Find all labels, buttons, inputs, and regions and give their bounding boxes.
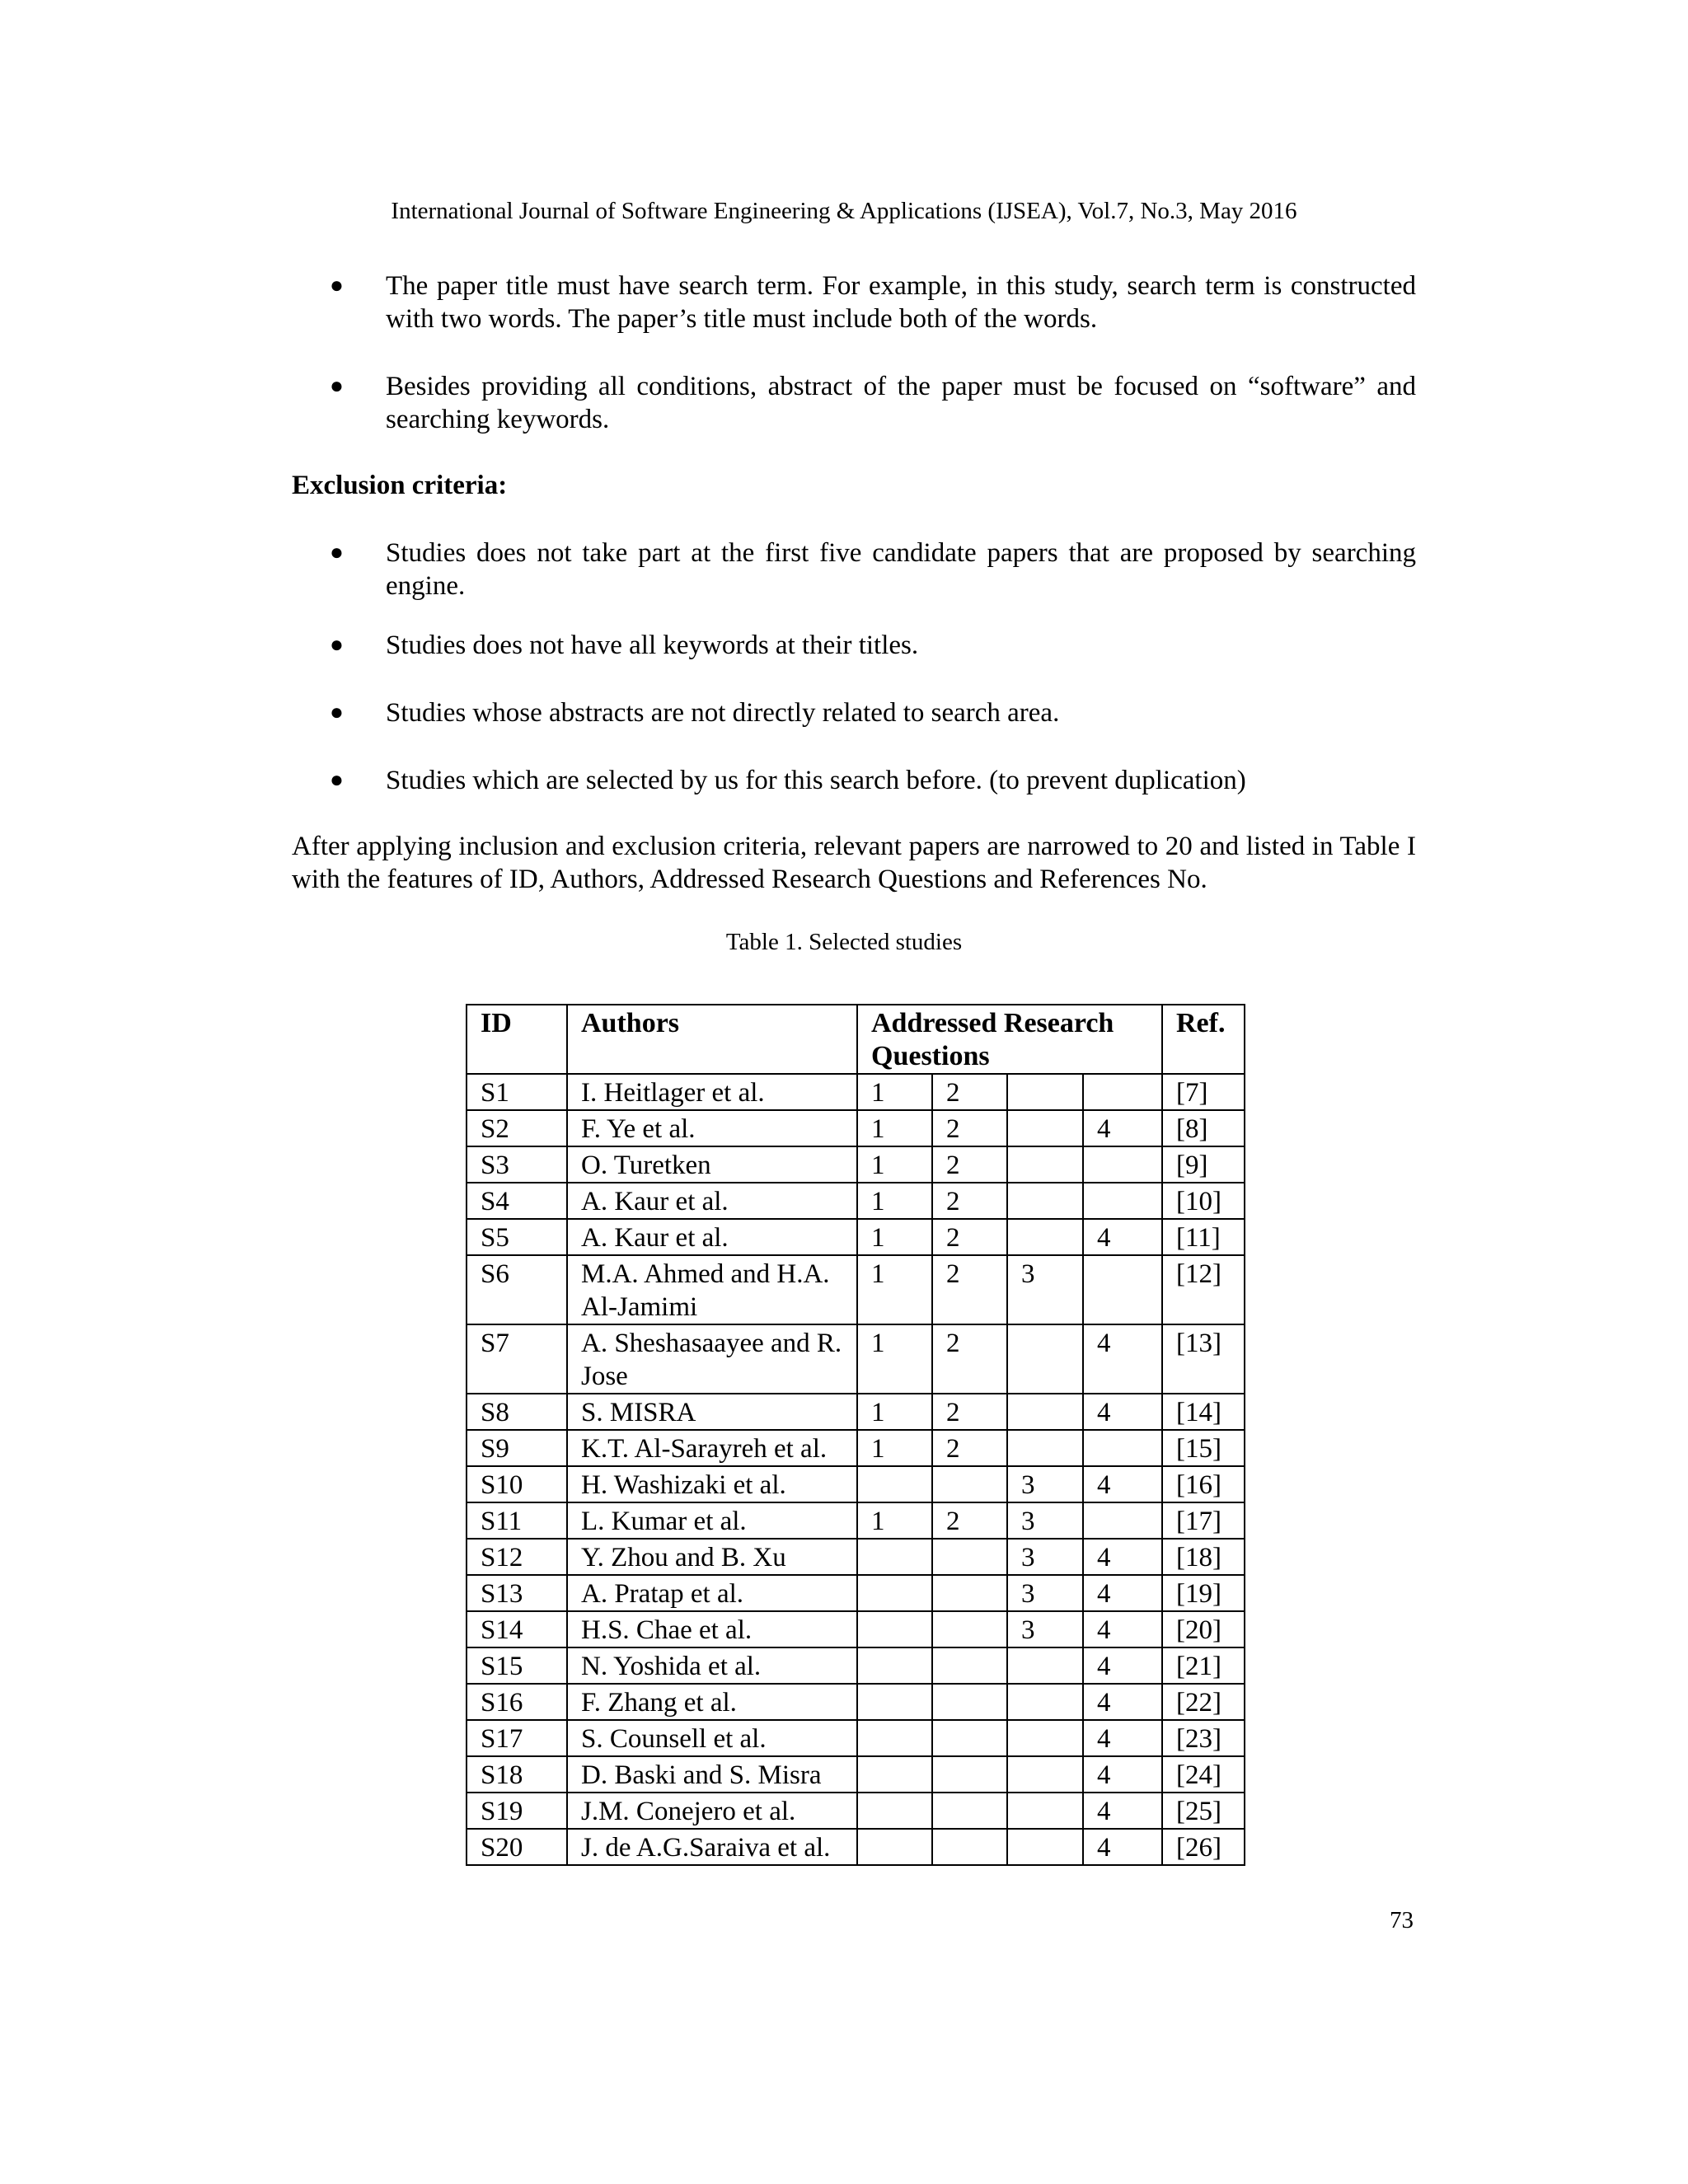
bullet-dot: ●	[330, 273, 344, 298]
cell-id: S17	[467, 1720, 567, 1756]
cell-rq4	[1083, 1183, 1162, 1219]
table-row	[467, 1756, 1245, 1793]
cell-rq4: 4	[1083, 1219, 1162, 1255]
cell-id: S4	[467, 1183, 567, 1219]
header-id: ID	[467, 1005, 567, 1074]
cell-rq1: 1	[857, 1394, 932, 1430]
cell-rq2	[932, 1611, 1007, 1647]
cell-id: S7	[467, 1324, 567, 1394]
cell-rq2: 2	[932, 1146, 1007, 1183]
cell-ref: [8]	[1162, 1110, 1245, 1146]
cell-authors: K.T. Al-Sarayreh et al.	[567, 1430, 857, 1466]
cell-rq1: 1	[857, 1146, 932, 1183]
cell-rq4: 4	[1083, 1611, 1162, 1647]
cell-authors: Y. Zhou and B. Xu	[567, 1539, 857, 1575]
header-research-questions: Addressed Research Questions	[857, 1005, 1162, 1074]
cell-id: S8	[467, 1394, 567, 1430]
cell-authors: H.S. Chae et al.	[567, 1611, 857, 1647]
cell-ref: [19]	[1162, 1575, 1245, 1611]
table-row	[467, 1146, 1245, 1183]
cell-rq4	[1083, 1146, 1162, 1183]
page-number: 73	[1390, 1907, 1414, 1933]
cell-ref: [14]	[1162, 1394, 1245, 1430]
cell-rq3: 3	[1007, 1502, 1083, 1539]
exclusion-bullet-1	[330, 537, 1416, 602]
cell-ref: [24]	[1162, 1756, 1245, 1793]
table-row	[467, 1793, 1245, 1829]
cell-rq4: 4	[1083, 1324, 1162, 1394]
cell-rq2	[932, 1829, 1007, 1865]
cell-rq2: 2	[932, 1219, 1007, 1255]
bullet-dot: ●	[330, 632, 344, 658]
cell-ref: [10]	[1162, 1183, 1245, 1219]
cell-rq1	[857, 1720, 932, 1756]
bullet-dot: ●	[330, 767, 344, 793]
cell-ref: [12]	[1162, 1255, 1245, 1324]
cell-rq2: 2	[932, 1502, 1007, 1539]
cell-rq4	[1083, 1074, 1162, 1110]
header-ref: Ref.	[1162, 1005, 1245, 1074]
bullet-text: Studies does not have all keywords at their titles.	[386, 630, 919, 660]
cell-rq3	[1007, 1324, 1083, 1394]
table-row	[467, 1110, 1245, 1146]
table-caption: Table 1. Selected studies	[725, 929, 963, 955]
cell-authors: F. Zhang et al.	[567, 1684, 857, 1720]
cell-rq3	[1007, 1793, 1083, 1829]
cell-ref: [17]	[1162, 1502, 1245, 1539]
cell-authors: A. Kaur et al.	[567, 1183, 857, 1219]
cell-rq3	[1007, 1647, 1083, 1684]
cell-id: S10	[467, 1466, 567, 1502]
cell-authors: S. MISRA	[567, 1394, 857, 1430]
table-row	[467, 1324, 1245, 1394]
header-authors: Authors	[567, 1005, 857, 1074]
bullet-text: Studies does not take part at the first five candidate papers that are proposed by searching engine.	[386, 538, 1416, 601]
cell-rq3: 3	[1007, 1575, 1083, 1611]
bullet-text: Studies which are selected by us for this search before. (to prevent duplication)	[386, 766, 1246, 795]
cell-rq2: 2	[932, 1394, 1007, 1430]
cell-rq3	[1007, 1219, 1083, 1255]
cell-ref: [16]	[1162, 1466, 1245, 1502]
cell-rq3	[1007, 1183, 1083, 1219]
cell-authors: D. Baski and S. Misra	[567, 1756, 857, 1793]
cell-ref: [9]	[1162, 1146, 1245, 1183]
cell-id: S16	[467, 1684, 567, 1720]
cell-rq1	[857, 1829, 932, 1865]
cell-rq1	[857, 1684, 932, 1720]
cell-ref: [21]	[1162, 1647, 1245, 1684]
cell-rq2: 2	[932, 1110, 1007, 1146]
body-paragraph: After applying inclusion and exclusion criteria, relevant papers are narrowed to 20 and listed in Table I with the features of ID, Authors, Addressed Research Questions and References No.	[292, 832, 1416, 894]
cell-id: S13	[467, 1575, 567, 1611]
cell-rq2: 2	[932, 1183, 1007, 1219]
bullet-dot: ●	[330, 373, 344, 399]
cell-authors: A. Kaur et al.	[567, 1219, 857, 1255]
cell-rq2	[932, 1720, 1007, 1756]
cell-rq1	[857, 1575, 932, 1611]
selected-studies-table	[466, 1004, 1245, 1866]
cell-authors: S. Counsell et al.	[567, 1720, 857, 1756]
cell-id: S15	[467, 1647, 567, 1684]
cell-ref: [11]	[1162, 1219, 1245, 1255]
cell-rq1: 1	[857, 1074, 932, 1110]
cell-ref: [7]	[1162, 1074, 1245, 1110]
cell-rq1: 1	[857, 1255, 932, 1324]
cell-rq2: 2	[932, 1074, 1007, 1110]
cell-rq1: 1	[857, 1219, 932, 1255]
bullet-dot: ●	[330, 700, 344, 725]
table-row	[467, 1720, 1245, 1756]
cell-ref: [18]	[1162, 1539, 1245, 1575]
bullet-text: Besides providing all conditions, abstract of the paper must be focused on “software” and searching keywords.	[386, 372, 1416, 434]
cell-rq4	[1083, 1430, 1162, 1466]
cell-ref: [20]	[1162, 1611, 1245, 1647]
table-row	[467, 1255, 1245, 1324]
cell-rq4: 4	[1083, 1793, 1162, 1829]
cell-rq1	[857, 1539, 932, 1575]
table-row	[467, 1502, 1245, 1539]
cell-rq4: 4	[1083, 1684, 1162, 1720]
exclusion-bullet-2	[330, 629, 1416, 662]
cell-rq4: 4	[1083, 1575, 1162, 1611]
cell-rq3	[1007, 1684, 1083, 1720]
bullet-text: Studies whose abstracts are not directly related to search area.	[386, 698, 1060, 728]
cell-rq4: 4	[1083, 1756, 1162, 1793]
cell-rq1	[857, 1793, 932, 1829]
cell-rq4: 4	[1083, 1394, 1162, 1430]
cell-rq1: 1	[857, 1502, 932, 1539]
cell-rq3	[1007, 1430, 1083, 1466]
cell-rq3: 3	[1007, 1611, 1083, 1647]
table-row	[467, 1183, 1245, 1219]
table-row	[467, 1394, 1245, 1430]
cell-ref: [13]	[1162, 1324, 1245, 1394]
cell-rq1: 1	[857, 1324, 932, 1394]
cell-id: S5	[467, 1219, 567, 1255]
exclusion-bullet-3	[330, 696, 1416, 729]
cell-authors: J.M. Conejero et al.	[567, 1793, 857, 1829]
cell-id: S6	[467, 1255, 567, 1324]
table-row	[467, 1539, 1245, 1575]
bullet-dot: ●	[330, 540, 344, 565]
cell-ref: [22]	[1162, 1684, 1245, 1720]
cell-rq4: 4	[1083, 1539, 1162, 1575]
table-row	[467, 1829, 1245, 1865]
cell-rq4	[1083, 1502, 1162, 1539]
cell-rq3	[1007, 1756, 1083, 1793]
cell-rq1	[857, 1647, 932, 1684]
cell-authors: H. Washizaki et al.	[567, 1466, 857, 1502]
cell-rq1	[857, 1756, 932, 1793]
cell-id: S2	[467, 1110, 567, 1146]
table-row	[467, 1219, 1245, 1255]
cell-rq4: 4	[1083, 1466, 1162, 1502]
cell-id: S3	[467, 1146, 567, 1183]
cell-authors: F. Ye et al.	[567, 1110, 857, 1146]
cell-rq3	[1007, 1074, 1083, 1110]
cell-rq2	[932, 1539, 1007, 1575]
exclusion-bullet-4	[330, 764, 1416, 797]
cell-id: S12	[467, 1539, 567, 1575]
cell-rq3	[1007, 1146, 1083, 1183]
cell-ref: [25]	[1162, 1793, 1245, 1829]
cell-rq3: 3	[1007, 1539, 1083, 1575]
cell-rq2	[932, 1466, 1007, 1502]
table-body	[467, 1074, 1245, 1865]
cell-rq2: 2	[932, 1430, 1007, 1466]
cell-rq2	[932, 1793, 1007, 1829]
cell-rq3	[1007, 1110, 1083, 1146]
cell-rq1: 1	[857, 1430, 932, 1466]
cell-authors: A. Sheshasaayee and R. Jose	[567, 1324, 857, 1394]
cell-id: S1	[467, 1074, 567, 1110]
cell-rq4: 4	[1083, 1720, 1162, 1756]
cell-rq1: 1	[857, 1183, 932, 1219]
table-row	[467, 1684, 1245, 1720]
cell-rq4	[1083, 1255, 1162, 1324]
cell-authors: M.A. Ahmed and H.A. Al-Jamimi	[567, 1255, 857, 1324]
cell-authors: J. de A.G.Saraiva et al.	[567, 1829, 857, 1865]
table-row	[467, 1575, 1245, 1611]
table-row	[467, 1074, 1245, 1110]
table-row	[467, 1611, 1245, 1647]
inclusion-bullet-2	[330, 370, 1416, 436]
cell-id: S19	[467, 1793, 567, 1829]
table-row	[467, 1466, 1245, 1502]
cell-authors: O. Turetken	[567, 1146, 857, 1183]
cell-rq3	[1007, 1829, 1083, 1865]
cell-id: S9	[467, 1430, 567, 1466]
cell-rq2: 2	[932, 1324, 1007, 1394]
cell-rq2	[932, 1756, 1007, 1793]
cell-rq4: 4	[1083, 1110, 1162, 1146]
cell-rq1	[857, 1466, 932, 1502]
exclusion-heading: Exclusion criteria:	[292, 471, 508, 500]
cell-id: S14	[467, 1611, 567, 1647]
cell-authors: N. Yoshida et al.	[567, 1647, 857, 1684]
cell-id: S20	[467, 1829, 567, 1865]
cell-rq2: 2	[932, 1255, 1007, 1324]
cell-rq2	[932, 1647, 1007, 1684]
cell-rq3	[1007, 1394, 1083, 1430]
table-header-row	[467, 1005, 1245, 1074]
cell-authors: L. Kumar et al.	[567, 1502, 857, 1539]
cell-rq2	[932, 1575, 1007, 1611]
cell-id: S11	[467, 1502, 567, 1539]
table-row	[467, 1647, 1245, 1684]
cell-authors: A. Pratap et al.	[567, 1575, 857, 1611]
cell-ref: [23]	[1162, 1720, 1245, 1756]
cell-rq1	[857, 1611, 932, 1647]
cell-rq2	[932, 1684, 1007, 1720]
cell-ref: [26]	[1162, 1829, 1245, 1865]
cell-id: S18	[467, 1756, 567, 1793]
bullet-text: The paper title must have search term. For example, in this study, search term is constructed with two words. The paper’s title must include both of the words.	[386, 271, 1416, 334]
table-row	[467, 1430, 1245, 1466]
cell-authors: I. Heitlager et al.	[567, 1074, 857, 1110]
cell-rq1: 1	[857, 1110, 932, 1146]
cell-rq3	[1007, 1720, 1083, 1756]
cell-rq4: 4	[1083, 1647, 1162, 1684]
cell-rq4: 4	[1083, 1829, 1162, 1865]
journal-header: International Journal of Software Engineering & Applications (IJSEA), Vol.7, No.3, May 2016	[391, 198, 1297, 224]
cell-ref: [15]	[1162, 1430, 1245, 1466]
cell-rq3: 3	[1007, 1466, 1083, 1502]
cell-rq3: 3	[1007, 1255, 1083, 1324]
inclusion-bullet-1	[330, 269, 1416, 335]
